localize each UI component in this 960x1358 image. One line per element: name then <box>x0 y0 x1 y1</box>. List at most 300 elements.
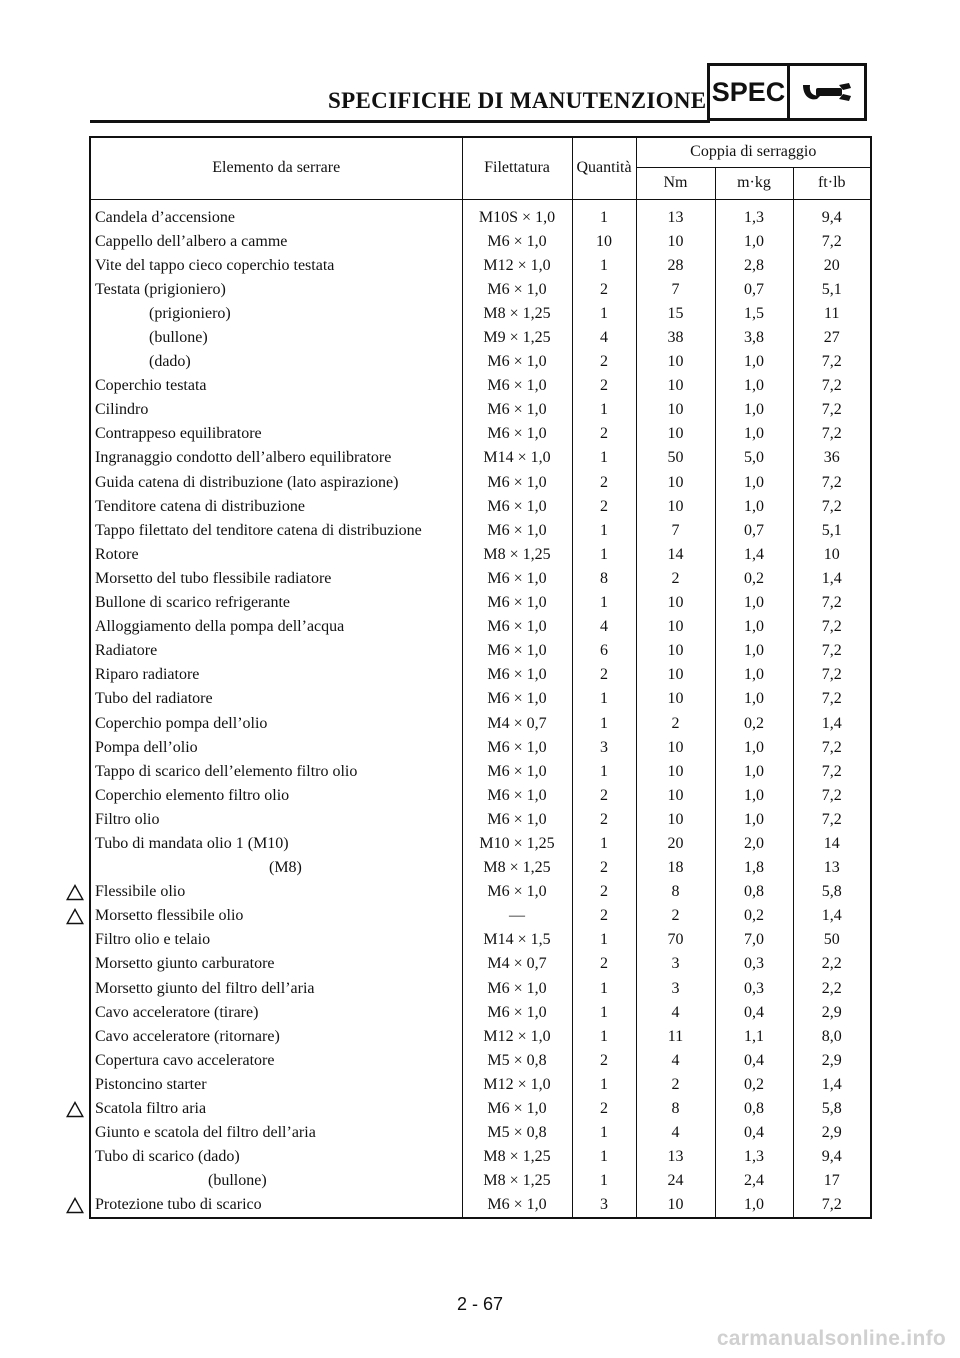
cell-nm: 8 <box>636 880 715 904</box>
cell-qty: 4 <box>572 326 636 350</box>
cell-mkg: 1,0 <box>715 663 793 687</box>
cell-nm: 14 <box>636 543 715 567</box>
cell-qty: 1 <box>572 199 636 230</box>
cell-nm: 13 <box>636 199 715 230</box>
cell-thread: M6 × 1,0 <box>462 350 572 374</box>
warning-triangle-icon <box>64 882 86 902</box>
cell-thread: M6 × 1,0 <box>462 736 572 760</box>
cell-mkg: 1,1 <box>715 1025 793 1049</box>
cell-nm: 15 <box>636 302 715 326</box>
table-row <box>90 326 871 350</box>
cell-mkg: 0,2 <box>715 711 793 735</box>
cell-nm: 4 <box>636 1001 715 1025</box>
table-row <box>90 1169 871 1193</box>
cell-thread: M6 × 1,0 <box>462 1097 572 1121</box>
cell-element: Cappello dell’albero a camme <box>90 230 462 254</box>
cell-nm: 38 <box>636 326 715 350</box>
cell-element: (bullone) <box>90 326 462 350</box>
cell-mkg: 1,0 <box>715 495 793 519</box>
cell-ftlb: 2,2 <box>793 952 871 976</box>
cell-nm: 11 <box>636 1025 715 1049</box>
cell-thread: M6 × 1,0 <box>462 784 572 808</box>
cell-nm: 10 <box>636 230 715 254</box>
cell-ftlb: 2,9 <box>793 1049 871 1073</box>
cell-thread: M8 × 1,25 <box>462 856 572 880</box>
cell-element: Cavo acceleratore (ritornare) <box>90 1025 462 1049</box>
cell-thread: M6 × 1,0 <box>462 615 572 639</box>
cell-element: Rotore <box>90 543 462 567</box>
cell-mkg: 1,0 <box>715 591 793 615</box>
cell-qty: 2 <box>572 471 636 495</box>
cell-thread: M12 × 1,0 <box>462 254 572 278</box>
cell-qty: 10 <box>572 230 636 254</box>
table-row <box>90 254 871 278</box>
table-row <box>90 1121 871 1145</box>
cell-qty: 1 <box>572 760 636 784</box>
cell-ftlb: 17 <box>793 1169 871 1193</box>
table-row <box>90 832 871 856</box>
cell-mkg: 0,2 <box>715 567 793 591</box>
cell-ftlb: 7,2 <box>793 808 871 832</box>
header-rule <box>90 120 710 123</box>
table-row <box>90 543 871 567</box>
cell-mkg: 1,0 <box>715 398 793 422</box>
table-row <box>90 880 871 904</box>
cell-thread: M6 × 1,0 <box>462 230 572 254</box>
cell-element: Contrappeso equilibratore <box>90 422 462 446</box>
cell-mkg: 2,0 <box>715 832 793 856</box>
cell-thread: M6 × 1,0 <box>462 422 572 446</box>
table-row <box>90 760 871 784</box>
cell-nm: 28 <box>636 254 715 278</box>
cell-ftlb: 5,1 <box>793 278 871 302</box>
cell-element: Alloggiamento della pompa dell’acqua <box>90 615 462 639</box>
cell-mkg: 1,0 <box>715 471 793 495</box>
col-header-qty: Quantità <box>572 137 636 199</box>
cell-ftlb: 5,8 <box>793 880 871 904</box>
cell-ftlb: 7,2 <box>793 471 871 495</box>
table-row <box>90 519 871 543</box>
cell-element: Cavo acceleratore (tirare) <box>90 1001 462 1025</box>
cell-thread: M6 × 1,0 <box>462 471 572 495</box>
cell-element: Candela d’accensione <box>90 199 462 230</box>
cell-mkg: 1,0 <box>715 736 793 760</box>
cell-ftlb: 14 <box>793 832 871 856</box>
table-body <box>90 199 871 1218</box>
table-row <box>90 1001 871 1025</box>
cell-element: (dado) <box>90 350 462 374</box>
col-header-ftlb: ft·lb <box>793 167 871 199</box>
table-row <box>90 784 871 808</box>
cell-nm: 10 <box>636 422 715 446</box>
cell-nm: 10 <box>636 615 715 639</box>
table-row <box>90 1049 871 1073</box>
cell-qty: 2 <box>572 784 636 808</box>
cell-mkg: 1,0 <box>715 808 793 832</box>
cell-ftlb: 50 <box>793 928 871 952</box>
cell-qty: 2 <box>572 856 636 880</box>
cell-nm: 10 <box>636 687 715 711</box>
cell-thread: M6 × 1,0 <box>462 977 572 1001</box>
cell-ftlb: 2,9 <box>793 1001 871 1025</box>
cell-nm: 10 <box>636 1193 715 1218</box>
cell-ftlb: 7,2 <box>793 398 871 422</box>
cell-qty: 1 <box>572 398 636 422</box>
cell-thread: M6 × 1,0 <box>462 519 572 543</box>
cell-qty: 1 <box>572 519 636 543</box>
cell-element: (prigioniero) <box>90 302 462 326</box>
cell-element: Scatola filtro aria <box>90 1097 462 1121</box>
torque-table <box>89 136 872 1219</box>
warning-triangle-icon <box>64 906 86 926</box>
cell-mkg: 1,0 <box>715 615 793 639</box>
cell-element: Coperchio pompa dell’olio <box>90 711 462 735</box>
cell-nm: 24 <box>636 1169 715 1193</box>
col-header-thread: Filettatura <box>462 137 572 199</box>
table-row <box>90 904 871 928</box>
cell-thread: M6 × 1,0 <box>462 760 572 784</box>
cell-qty: 1 <box>572 254 636 278</box>
cell-nm: 2 <box>636 567 715 591</box>
cell-qty: 8 <box>572 567 636 591</box>
cell-qty: 2 <box>572 880 636 904</box>
table-row <box>90 1145 871 1169</box>
cell-nm: 8 <box>636 1097 715 1121</box>
wrench-icon <box>799 79 855 105</box>
table-row <box>90 928 871 952</box>
cell-element: Flessibile olio <box>90 880 462 904</box>
cell-nm: 10 <box>636 350 715 374</box>
cell-element: Pistoncino starter <box>90 1073 462 1097</box>
cell-qty: 1 <box>572 446 636 470</box>
cell-ftlb: 7,2 <box>793 350 871 374</box>
cell-nm: 18 <box>636 856 715 880</box>
cell-nm: 10 <box>636 639 715 663</box>
cell-qty: 1 <box>572 1025 636 1049</box>
cell-qty: 1 <box>572 302 636 326</box>
cell-element: Testata (prigioniero) <box>90 278 462 302</box>
page-title: SPECIFICHE DI MANUTENZIONE <box>328 88 707 113</box>
cell-qty: 2 <box>572 350 636 374</box>
cell-nm: 20 <box>636 832 715 856</box>
table-row <box>90 952 871 976</box>
watermark: carmanualsonline.info <box>716 1327 946 1350</box>
cell-ftlb: 1,4 <box>793 567 871 591</box>
cell-ftlb: 7,2 <box>793 591 871 615</box>
cell-mkg: 1,0 <box>715 687 793 711</box>
cell-qty: 3 <box>572 1193 636 1218</box>
cell-qty: 1 <box>572 1001 636 1025</box>
cell-thread: M8 × 1,25 <box>462 1145 572 1169</box>
table-row <box>90 591 871 615</box>
cell-thread: M6 × 1,0 <box>462 278 572 302</box>
cell-thread: M8 × 1,25 <box>462 302 572 326</box>
cell-thread: M6 × 1,0 <box>462 1001 572 1025</box>
cell-ftlb: 27 <box>793 326 871 350</box>
cell-qty: 1 <box>572 687 636 711</box>
cell-nm: 3 <box>636 977 715 1001</box>
cell-qty: 2 <box>572 495 636 519</box>
cell-element: Cilindro <box>90 398 462 422</box>
cell-mkg: 1,5 <box>715 302 793 326</box>
cell-element: Ingranaggio condotto dell’albero equilibratore <box>90 446 462 470</box>
table-row <box>90 374 871 398</box>
table-row <box>90 495 871 519</box>
cell-qty: 2 <box>572 1097 636 1121</box>
cell-thread: M6 × 1,0 <box>462 591 572 615</box>
cell-thread: M4 × 0,7 <box>462 711 572 735</box>
cell-mkg: 1,4 <box>715 543 793 567</box>
cell-nm: 2 <box>636 1073 715 1097</box>
cell-ftlb: 11 <box>793 302 871 326</box>
col-header-nm: Nm <box>636 167 715 199</box>
cell-qty: 1 <box>572 1169 636 1193</box>
cell-nm: 3 <box>636 952 715 976</box>
cell-nm: 10 <box>636 398 715 422</box>
table-row <box>90 639 871 663</box>
cell-thread: M8 × 1,25 <box>462 1169 572 1193</box>
cell-mkg: 0,4 <box>715 1049 793 1073</box>
cell-thread: M14 × 1,5 <box>462 928 572 952</box>
cell-mkg: 2,8 <box>715 254 793 278</box>
cell-nm: 2 <box>636 711 715 735</box>
table-row <box>90 422 871 446</box>
table-row <box>90 278 871 302</box>
cell-thread: M5 × 0,8 <box>462 1049 572 1073</box>
cell-thread: M8 × 1,25 <box>462 543 572 567</box>
cell-qty: 1 <box>572 1145 636 1169</box>
table-row <box>90 230 871 254</box>
cell-qty: 2 <box>572 278 636 302</box>
cell-nm: 10 <box>636 374 715 398</box>
cell-element: Tubo di mandata olio 1 (M10) <box>90 832 462 856</box>
cell-element: Tubo del radiatore <box>90 687 462 711</box>
table-row <box>90 398 871 422</box>
cell-ftlb: 10 <box>793 543 871 567</box>
cell-nm: 10 <box>636 784 715 808</box>
cell-ftlb: 7,2 <box>793 663 871 687</box>
cell-nm: 7 <box>636 519 715 543</box>
cell-mkg: 1,0 <box>715 230 793 254</box>
table-row <box>90 1097 871 1121</box>
cell-thread: M6 × 1,0 <box>462 567 572 591</box>
cell-thread: M6 × 1,0 <box>462 687 572 711</box>
table-row <box>90 977 871 1001</box>
cell-mkg: 1,8 <box>715 856 793 880</box>
torque-table-wrap <box>89 136 870 1219</box>
cell-ftlb: 7,2 <box>793 374 871 398</box>
cell-mkg: 0,7 <box>715 519 793 543</box>
table-row <box>90 1025 871 1049</box>
cell-element: Guida catena di distribuzione (lato aspirazione) <box>90 471 462 495</box>
cell-element: Tubo di scarico (dado) <box>90 1145 462 1169</box>
cell-thread: M4 × 0,7 <box>462 952 572 976</box>
cell-mkg: 0,4 <box>715 1121 793 1145</box>
cell-ftlb: 7,2 <box>793 784 871 808</box>
cell-nm: 10 <box>636 591 715 615</box>
cell-thread: M10S × 1,0 <box>462 199 572 230</box>
cell-element: Bullone di scarico refrigerante <box>90 591 462 615</box>
cell-mkg: 1,0 <box>715 639 793 663</box>
cell-ftlb: 7,2 <box>793 230 871 254</box>
cell-qty: 1 <box>572 1121 636 1145</box>
table-row <box>90 350 871 374</box>
cell-ftlb: 5,8 <box>793 1097 871 1121</box>
cell-element: Riparo radiatore <box>90 663 462 687</box>
cell-ftlb: 2,9 <box>793 1121 871 1145</box>
cell-element: Coperchio elemento filtro olio <box>90 784 462 808</box>
cell-element: Morsetto del tubo flessibile radiatore <box>90 567 462 591</box>
table-row <box>90 687 871 711</box>
cell-qty: 6 <box>572 639 636 663</box>
cell-element: Morsetto flessibile olio <box>90 904 462 928</box>
table-row <box>90 736 871 760</box>
cell-mkg: 0,7 <box>715 278 793 302</box>
cell-mkg: 0,3 <box>715 977 793 1001</box>
cell-ftlb: 36 <box>793 446 871 470</box>
cell-thread: M6 × 1,0 <box>462 1193 572 1218</box>
cell-element: Pompa dell’olio <box>90 736 462 760</box>
cell-qty: 1 <box>572 591 636 615</box>
cell-ftlb: 7,2 <box>793 1193 871 1218</box>
cell-qty: 1 <box>572 711 636 735</box>
cell-nm: 10 <box>636 736 715 760</box>
cell-thread: M6 × 1,0 <box>462 495 572 519</box>
cell-qty: 1 <box>572 1073 636 1097</box>
cell-nm: 10 <box>636 760 715 784</box>
cell-ftlb: 8,0 <box>793 1025 871 1049</box>
cell-mkg: 0,8 <box>715 880 793 904</box>
cell-qty: 1 <box>572 543 636 567</box>
cell-element: Radiatore <box>90 639 462 663</box>
table-row <box>90 302 871 326</box>
cell-mkg: 2,4 <box>715 1169 793 1193</box>
cell-ftlb: 13 <box>793 856 871 880</box>
cell-mkg: 0,2 <box>715 904 793 928</box>
cell-thread: M9 × 1,25 <box>462 326 572 350</box>
table-row <box>90 471 871 495</box>
cell-element: Filtro olio e telaio <box>90 928 462 952</box>
cell-nm: 4 <box>636 1121 715 1145</box>
table-row <box>90 567 871 591</box>
cell-nm: 10 <box>636 808 715 832</box>
cell-nm: 50 <box>636 446 715 470</box>
spec-badge <box>707 63 867 121</box>
cell-mkg: 3,8 <box>715 326 793 350</box>
cell-thread: M12 × 1,0 <box>462 1025 572 1049</box>
cell-mkg: 0,4 <box>715 1001 793 1025</box>
cell-ftlb: 2,2 <box>793 977 871 1001</box>
cell-nm: 10 <box>636 663 715 687</box>
cell-nm: 4 <box>636 1049 715 1073</box>
cell-element: Copertura cavo acceleratore <box>90 1049 462 1073</box>
cell-mkg: 5,0 <box>715 446 793 470</box>
table-row <box>90 663 871 687</box>
cell-mkg: 1,0 <box>715 760 793 784</box>
cell-thread: M6 × 1,0 <box>462 880 572 904</box>
cell-qty: 2 <box>572 374 636 398</box>
cell-mkg: 0,2 <box>715 1073 793 1097</box>
cell-mkg: 0,3 <box>715 952 793 976</box>
cell-qty: 1 <box>572 977 636 1001</box>
warning-triangle-icon <box>64 1196 86 1216</box>
cell-mkg: 1,0 <box>715 784 793 808</box>
cell-thread: — <box>462 904 572 928</box>
cell-ftlb: 7,2 <box>793 422 871 446</box>
table-row <box>90 199 871 230</box>
table-row <box>90 856 871 880</box>
cell-ftlb: 9,4 <box>793 199 871 230</box>
cell-element: (bullone) <box>90 1169 462 1193</box>
cell-qty: 2 <box>572 422 636 446</box>
cell-element: Vite del tappo cieco coperchio testata <box>90 254 462 278</box>
table-row <box>90 808 871 832</box>
cell-mkg: 1,0 <box>715 422 793 446</box>
cell-element: Coperchio testata <box>90 374 462 398</box>
cell-ftlb: 5,1 <box>793 519 871 543</box>
cell-nm: 10 <box>636 495 715 519</box>
cell-ftlb: 7,2 <box>793 495 871 519</box>
cell-qty: 1 <box>572 832 636 856</box>
cell-thread: M6 × 1,0 <box>462 374 572 398</box>
cell-qty: 2 <box>572 952 636 976</box>
cell-mkg: 0,8 <box>715 1097 793 1121</box>
table-row <box>90 615 871 639</box>
cell-element: Protezione tubo di scarico <box>90 1193 462 1218</box>
cell-thread: M5 × 0,8 <box>462 1121 572 1145</box>
spec-label: SPEC <box>711 76 786 107</box>
cell-qty: 3 <box>572 736 636 760</box>
cell-element: (M8) <box>90 856 462 880</box>
table-row <box>90 446 871 470</box>
cell-mkg: 7,0 <box>715 928 793 952</box>
cell-nm: 2 <box>636 904 715 928</box>
cell-ftlb: 1,4 <box>793 904 871 928</box>
cell-qty: 1 <box>572 928 636 952</box>
cell-ftlb: 7,2 <box>793 615 871 639</box>
cell-ftlb: 7,2 <box>793 687 871 711</box>
cell-mkg: 1,0 <box>715 350 793 374</box>
cell-thread: M6 × 1,0 <box>462 663 572 687</box>
table-row <box>90 711 871 735</box>
cell-qty: 2 <box>572 1049 636 1073</box>
cell-element: Tenditore catena di distribuzione <box>90 495 462 519</box>
cell-element: Tappo filettato del tenditore catena di distribuzione <box>90 519 462 543</box>
cell-ftlb: 7,2 <box>793 639 871 663</box>
spec-label-cell <box>710 66 787 118</box>
col-header-torque: Coppia di serraggio <box>636 137 871 167</box>
cell-qty: 4 <box>572 615 636 639</box>
cell-ftlb: 9,4 <box>793 1145 871 1169</box>
cell-ftlb: 1,4 <box>793 1073 871 1097</box>
cell-element: Morsetto giunto del filtro dell’aria <box>90 977 462 1001</box>
cell-nm: 13 <box>636 1145 715 1169</box>
cell-thread: M12 × 1,0 <box>462 1073 572 1097</box>
cell-thread: M6 × 1,0 <box>462 639 572 663</box>
cell-thread: M10 × 1,25 <box>462 832 572 856</box>
cell-mkg: 1,3 <box>715 199 793 230</box>
col-header-element: Elemento da serrare <box>90 137 462 199</box>
col-header-mkg: m·kg <box>715 167 793 199</box>
cell-mkg: 1,0 <box>715 374 793 398</box>
cell-mkg: 1,0 <box>715 1193 793 1218</box>
table-row <box>90 1073 871 1097</box>
cell-element: Morsetto giunto carburatore <box>90 952 462 976</box>
cell-thread: M14 × 1,0 <box>462 446 572 470</box>
table-row <box>90 1193 871 1218</box>
cell-ftlb: 7,2 <box>793 760 871 784</box>
cell-qty: 2 <box>572 904 636 928</box>
